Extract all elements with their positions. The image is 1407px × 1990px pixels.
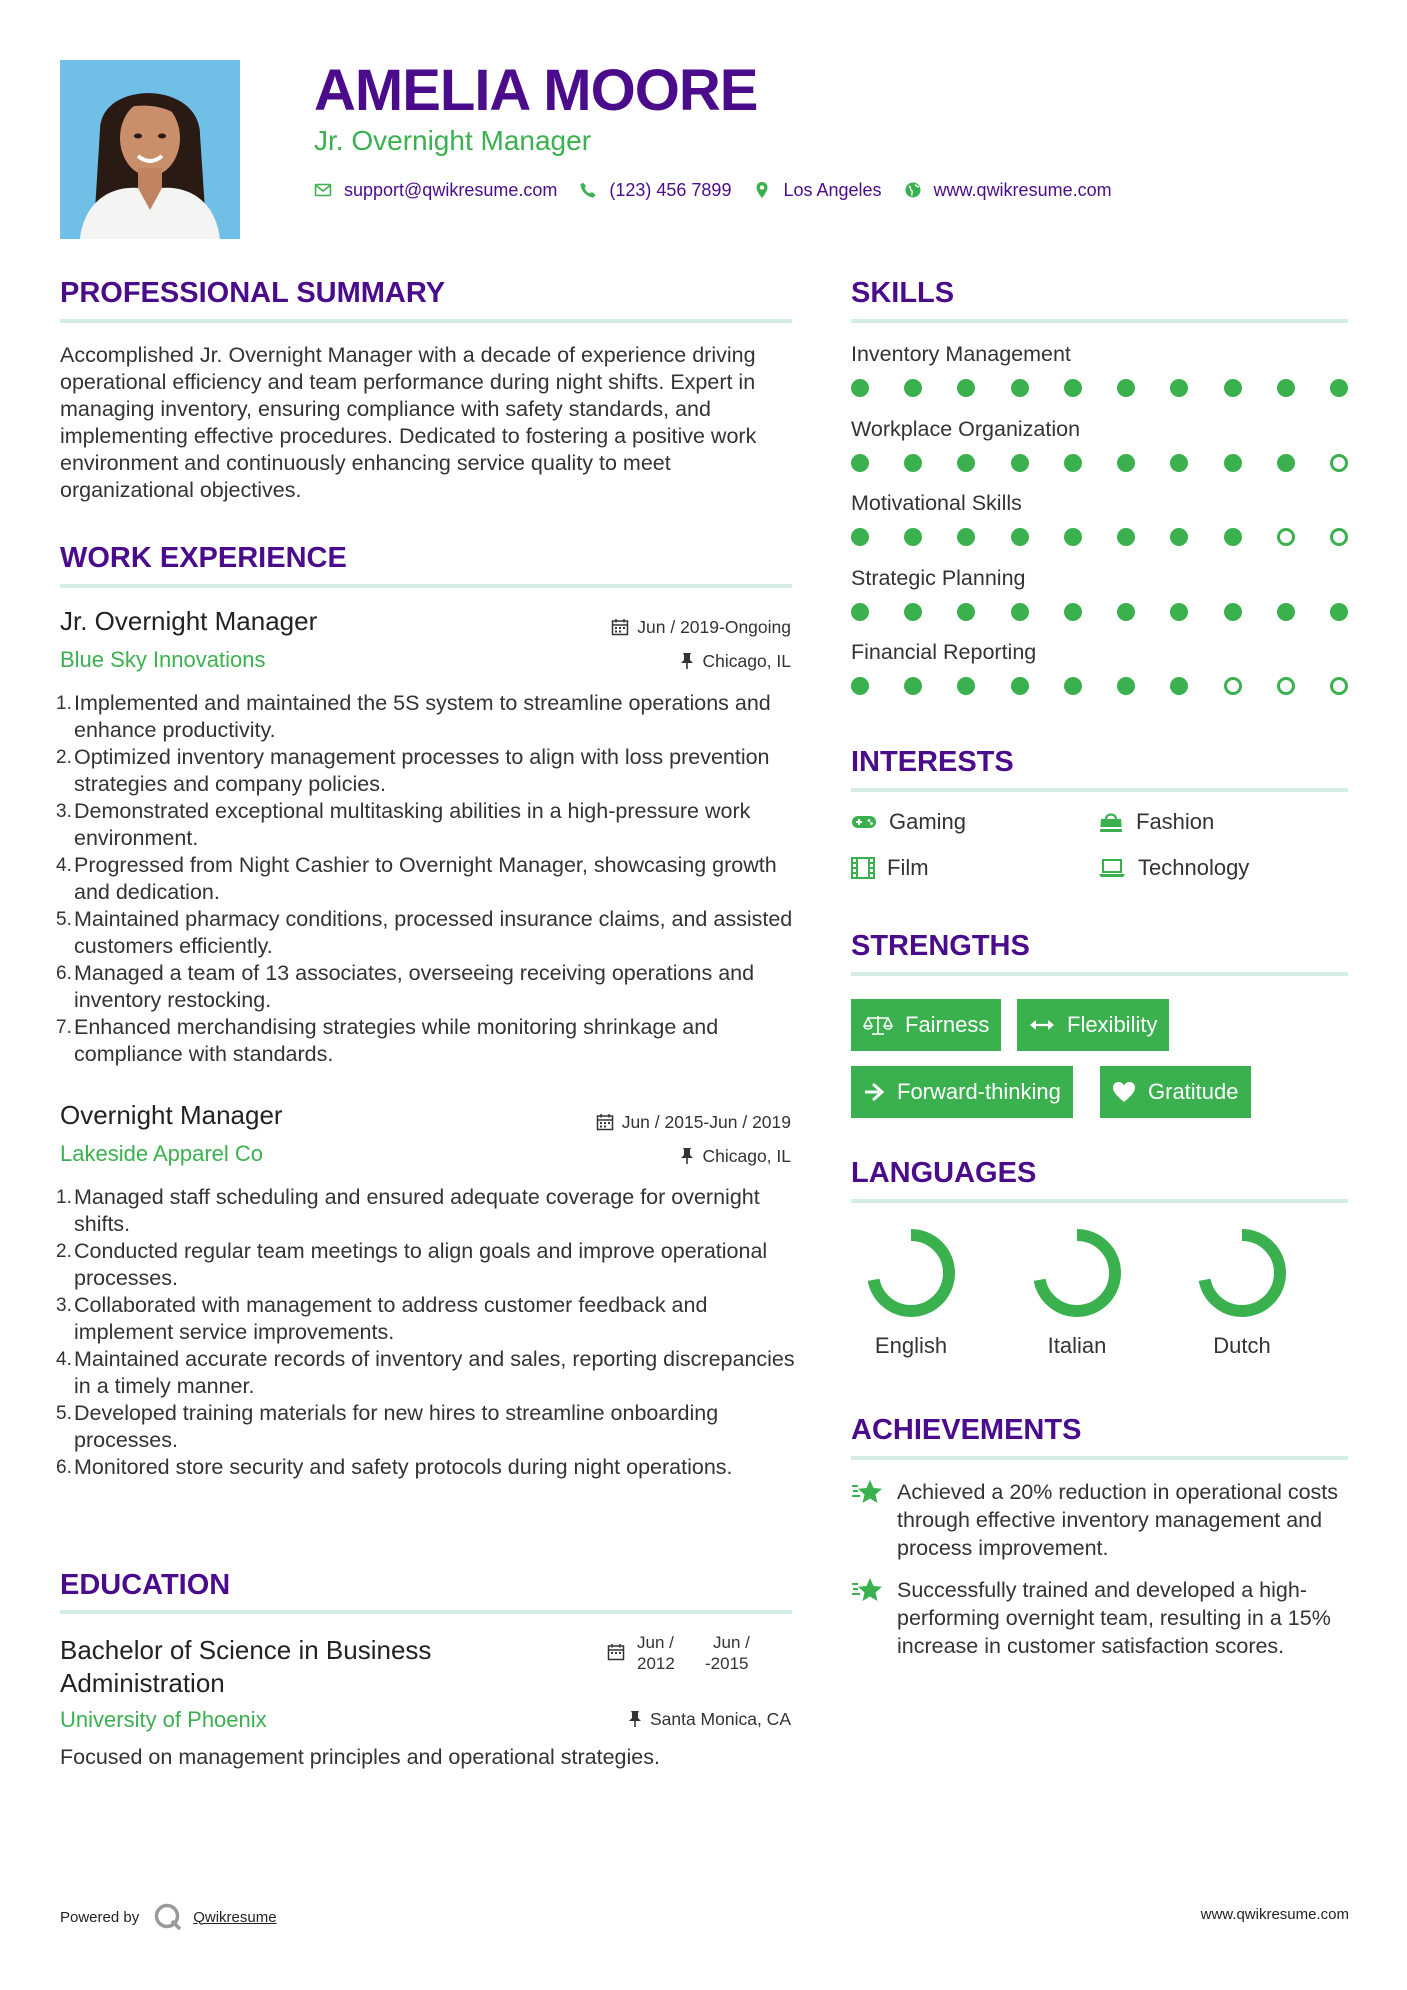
rating-dot-filled (1117, 528, 1135, 546)
skill-rating (851, 454, 1348, 472)
language-1 (1022, 1225, 1132, 1359)
experience-divider (60, 584, 792, 588)
strengths-heading: STRENGTHS (851, 930, 1030, 962)
job-location-text-1: Chicago, IL (702, 651, 791, 671)
balance-scale-icon (863, 1014, 893, 1036)
calendar-icon (607, 1643, 625, 1661)
rating-dot-filled (1117, 454, 1135, 472)
rating-dot-empty (1330, 528, 1348, 546)
rating-dot-filled (1064, 454, 1082, 472)
job-title-2: Overnight Manager (60, 1100, 283, 1130)
list-item: 3. Collaborated with management to address customer feedback and implement service improvements. (56, 1293, 708, 1344)
rating-dot-filled (1277, 454, 1295, 472)
interests-divider (851, 788, 1348, 792)
education-dates (607, 1632, 750, 1674)
rating-dot-filled (851, 603, 869, 621)
rating-dot-filled (1064, 677, 1082, 695)
rating-dot-filled (957, 528, 975, 546)
language-name: English (874, 1333, 948, 1358)
achievement-item-1 (851, 1478, 1351, 1562)
profile-photo (60, 60, 240, 239)
star-award-icon (851, 1478, 883, 1506)
rating-dot-filled (1170, 379, 1188, 397)
job-location-1 (680, 650, 791, 672)
job-title-1: Jr. Overnight Manager (60, 606, 318, 636)
rating-dot-empty (1224, 677, 1242, 695)
rating-dot-filled (1277, 379, 1295, 397)
list-item: 4. Maintained accurate records of inventory and sales, reporting discrepancies in a timely manner. (56, 1347, 795, 1398)
rating-dot-filled (1224, 454, 1242, 472)
rating-dot-filled (1011, 677, 1029, 695)
arrows-horizontal-icon (1029, 1017, 1055, 1033)
rating-dot-filled (1170, 528, 1188, 546)
rating-dot-filled (957, 454, 975, 472)
calendar-icon (611, 618, 629, 636)
rating-dot-filled (1170, 677, 1188, 695)
rating-dot-filled (904, 528, 922, 546)
list-item: 3. Demonstrated exceptional multitasking abilities in a high-pressure work environment. (56, 799, 751, 850)
rating-dot-filled (851, 454, 869, 472)
contact-email[interactable]: support@qwikresume.com (344, 180, 558, 200)
rating-dot-filled (1117, 379, 1135, 397)
interest-label: Technology (1138, 855, 1250, 880)
rating-dot-filled (1330, 603, 1348, 621)
rating-dot-filled (851, 379, 869, 397)
footer-powered-by (60, 1902, 277, 1932)
gamepad-icon (851, 813, 877, 831)
interest-film (851, 855, 929, 881)
skill-rating (851, 677, 1348, 695)
strengths-divider (851, 972, 1348, 976)
summary-heading: PROFESSIONAL SUMMARY (60, 277, 446, 309)
list-item: 2. Optimized inventory management processes to align with loss prevention strategies and company policies. (56, 745, 770, 796)
map-marker-icon (753, 181, 771, 199)
star-award-icon (851, 1576, 883, 1604)
language-level-ring (863, 1225, 959, 1321)
language-name: Dutch (1213, 1333, 1271, 1358)
rating-dot-filled (1224, 528, 1242, 546)
achievements-divider (851, 1456, 1348, 1460)
education-location (628, 1708, 791, 1730)
education-start: Jun / 2012 (637, 1633, 675, 1673)
heart-icon (1112, 1081, 1136, 1103)
skills-divider (851, 319, 1348, 323)
job-bullets-1 (56, 690, 796, 1068)
interest-gaming (851, 809, 966, 835)
portrait-illustration (60, 60, 240, 239)
interests-heading: INTERESTS (851, 746, 1014, 778)
qwikresume-logo-icon (153, 1902, 183, 1932)
candidate-name: AMELIA MOORE (314, 58, 758, 123)
job-bullets-2 (56, 1184, 796, 1481)
school-name: University of Phoenix (60, 1707, 267, 1732)
arrow-right-icon (863, 1082, 885, 1102)
interest-label: Gaming (889, 809, 967, 834)
strength-label: Fairness (905, 1012, 990, 1037)
job-date-2 (596, 1111, 791, 1133)
achievement-item-2 (851, 1576, 1351, 1660)
rating-dot-filled (851, 528, 869, 546)
rating-dot-filled (904, 677, 922, 695)
phone-icon (579, 181, 597, 199)
rating-dot-empty (1330, 454, 1348, 472)
list-item: 1. Managed staff scheduling and ensured adequate coverage for overnight shifts. (56, 1185, 760, 1236)
envelope-icon (314, 181, 332, 199)
language-level-ring (1194, 1225, 1290, 1321)
list-item: 5. Developed training materials for new hires to streamline onboarding processes. (56, 1401, 719, 1452)
strength-label: Forward-thinking (897, 1079, 1061, 1104)
skills-heading: SKILLS (851, 277, 955, 309)
degree-title (60, 1634, 431, 1700)
strength-label: Flexibility (1067, 1012, 1158, 1037)
pushpin-icon (628, 1710, 642, 1728)
job-date-text-1: Jun / 2019-Ongoing (637, 617, 791, 637)
rating-dot-filled (1170, 454, 1188, 472)
rating-dot-filled (1064, 528, 1082, 546)
pushpin-icon (680, 1147, 694, 1165)
pushpin-icon (680, 652, 694, 670)
rating-dot-filled (1330, 379, 1348, 397)
education-divider (60, 1610, 792, 1614)
skill-name: Inventory Management (851, 342, 1071, 366)
rating-dot-filled (1064, 379, 1082, 397)
powered-by-label: Powered by (60, 1908, 140, 1926)
job-location-text-2: Chicago, IL (702, 1146, 791, 1166)
contact-website[interactable]: www.qwikresume.com (933, 180, 1112, 200)
rating-dot-filled (1117, 677, 1135, 695)
list-item: 6. Managed a team of 13 associates, overseeing receiving operations and inventory restocking. (56, 961, 755, 1012)
rating-dot-filled (1011, 379, 1029, 397)
language-level-arc (1204, 1235, 1280, 1311)
rating-dot-filled (1011, 603, 1029, 621)
education-location-text: Santa Monica, CA (649, 1709, 791, 1729)
shopping-bag-icon (1098, 811, 1124, 833)
rating-dot-filled (904, 603, 922, 621)
rating-dot-empty (1330, 677, 1348, 695)
list-item: 4. Progressed from Night Cashier to Overnight Manager, showcasing growth and dedication. (56, 853, 777, 904)
skill-rating (851, 603, 1348, 621)
qwikresume-link[interactable]: Qwikresume (193, 1908, 277, 1926)
job-date-text-2: Jun / 2015-Jun / 2019 (621, 1112, 791, 1132)
language-2 (1187, 1225, 1297, 1359)
list-item: 7. Enhanced merchandising strategies while monitoring shrinkage and compliance with standards. (56, 1015, 719, 1066)
footer-website[interactable]: www.qwikresume.com (1200, 1906, 1349, 1923)
education-heading: EDUCATION (60, 1569, 231, 1601)
degree-line-1: Bachelor of Science in Business (60, 1635, 432, 1665)
job-date-1 (611, 616, 791, 638)
rating-dot-filled (904, 454, 922, 472)
skill-name: Motivational Skills (851, 491, 1022, 515)
skill-name: Workplace Organization (851, 416, 1081, 441)
list-item: 1. Implemented and maintained the 5S system to streamline operations and enhance productivity. (56, 691, 771, 742)
job-location-2 (680, 1145, 791, 1167)
rating-dot-filled (957, 677, 975, 695)
rating-dot-filled (851, 677, 869, 695)
achievement-text: Successfully trained and developed a high-performing overnight team, resulting in a 15% increase in customer satisfaction scores. (897, 1578, 1331, 1658)
achievement-text: Achieved a 20% reduction in operational costs through effective inventory management and process improvement. (897, 1480, 1339, 1560)
strength-flexibility (1017, 999, 1169, 1051)
list-item: 6. Monitored store security and safety protocols during night operations. (56, 1455, 733, 1479)
education-end: Jun / -2015 (705, 1633, 750, 1673)
interest-fashion (1098, 809, 1214, 835)
skill-name: Financial Reporting (851, 640, 1037, 664)
skill-name: Strategic Planning (851, 565, 1026, 590)
skill-rating (851, 379, 1348, 397)
rating-dot-filled (957, 603, 975, 621)
rating-dot-filled (1011, 454, 1029, 472)
language-level-ring (1029, 1225, 1125, 1321)
language-name: Italian (1047, 1333, 1107, 1358)
rating-dot-filled (1011, 528, 1029, 546)
job-company-1: Blue Sky Innovations (60, 647, 266, 672)
interest-label: Film (887, 855, 929, 880)
languages-heading: LANGUAGES (851, 1157, 1037, 1189)
interest-technology (1098, 855, 1249, 881)
strength-gratitude (1100, 1066, 1251, 1118)
list-item: 5. Maintained pharmacy conditions, processed insurance claims, and assisted customers efficiently. (56, 907, 793, 958)
rating-dot-filled (1277, 603, 1295, 621)
summary-text: Accomplished Jr. Overnight Manager with a decade of experience driving operational efficiency and team performance during night shifts. Expert in managing inventory, ensuring compliance with safety standards, and implementing effective procedures. Dedicated to fostering a positive work environment and continuously enhancing service quality to meet organizational objectives. (60, 343, 757, 502)
strength-label: Gratitude (1148, 1079, 1239, 1104)
rating-dot-filled (1224, 379, 1242, 397)
list-item: 2. Conducted regular team meetings to align goals and improve operational processes. (56, 1239, 768, 1290)
candidate-title: Jr. Overnight Manager (314, 125, 592, 156)
globe-icon (904, 181, 922, 199)
rating-dot-filled (1117, 603, 1135, 621)
rating-dot-empty (1277, 677, 1295, 695)
strength-fairness (851, 999, 1001, 1051)
rating-dot-filled (1170, 603, 1188, 621)
film-icon (851, 857, 875, 879)
rating-dot-filled (1224, 603, 1242, 621)
calendar-icon (596, 1113, 614, 1131)
languages-divider (851, 1199, 1348, 1203)
rating-dot-filled (957, 379, 975, 397)
contact-location: Los Angeles (783, 180, 882, 200)
degree-line-2: Administration (60, 1668, 225, 1698)
strength-forward-thinking (851, 1066, 1073, 1118)
education-description: Focused on management principles and operational strategies. (60, 1745, 660, 1769)
rating-dot-empty (1277, 528, 1295, 546)
experience-heading: WORK EXPERIENCE (60, 542, 347, 574)
job-company-2: Lakeside Apparel Co (60, 1141, 264, 1166)
rating-dot-filled (1064, 603, 1082, 621)
interest-label: Fashion (1136, 809, 1215, 834)
language-level-arc (873, 1235, 949, 1311)
achievements-heading: ACHIEVEMENTS (851, 1414, 1082, 1446)
skill-rating (851, 528, 1348, 546)
laptop-icon (1098, 858, 1126, 878)
language-level-arc (1039, 1235, 1115, 1311)
summary-divider (60, 319, 792, 323)
contact-phone[interactable]: (123) 456 7899 (609, 180, 732, 200)
rating-dot-filled (904, 379, 922, 397)
language-0 (856, 1225, 966, 1359)
contact-bar (314, 178, 1134, 202)
